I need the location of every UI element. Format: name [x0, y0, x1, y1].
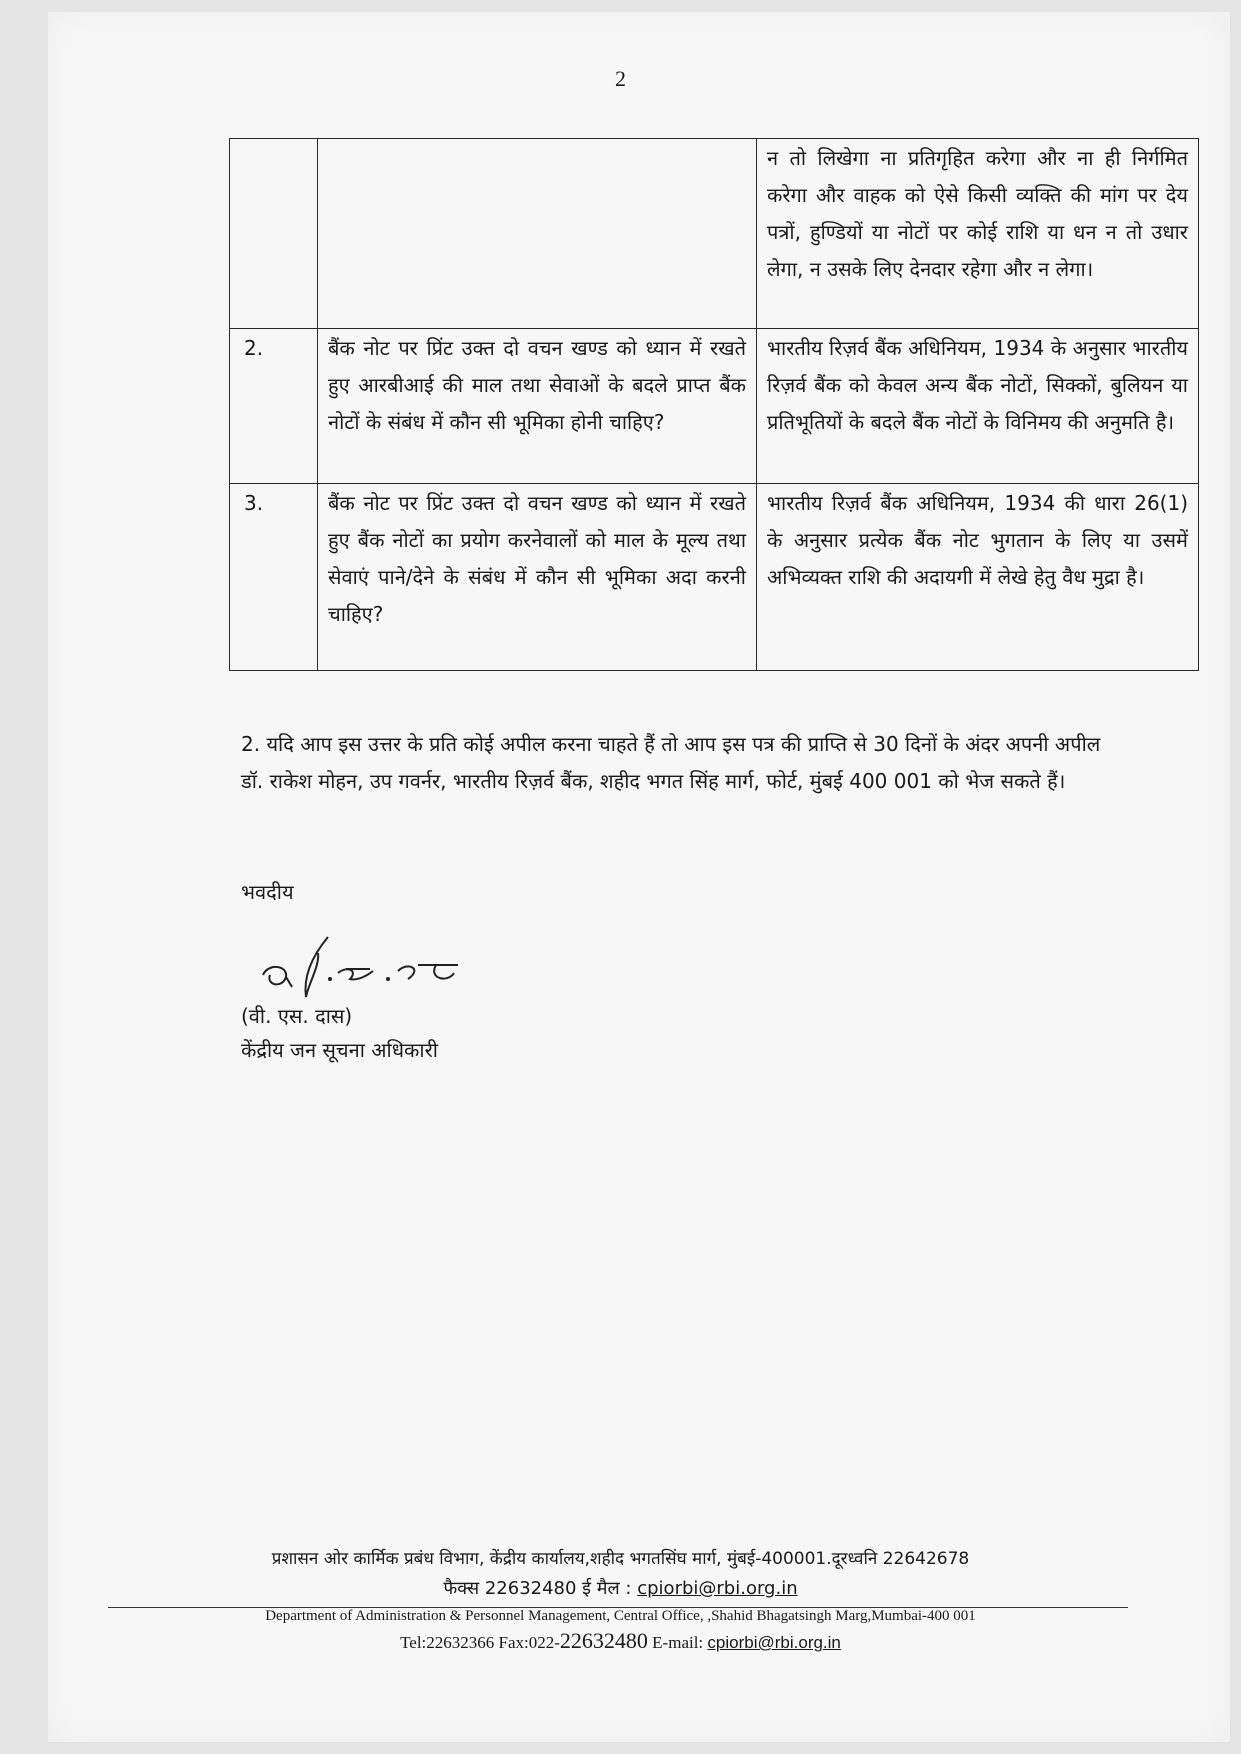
footer-hindi-address: प्रशासन ओर कार्मिक प्रबंध विभाग, केंद्रीय कार्यालय,शहीद भगतसिंघ मार्ग, मुंबई-400001.दूरध्वनि 22642678: [271, 1549, 970, 1569]
signatory-designation: केंद्रीय जन सूचना अधिकारी: [241, 1038, 438, 1062]
answer-cell: भारतीय रिज़र्व बैंक अधिनियम, 1934 की धारा 26(1) के अनुसार प्रत्येक बैंक नोट भुगतान के लिए या उसमें अभिव्यक्त राशि की अदायगी में लेखे हेतु वैध मुद्रा है।: [757, 484, 1199, 671]
answer-cell: भारतीय रिज़र्व बैंक अधिनियम, 1934 के अनुसार भारतीय रिज़र्व बैंक को केवल अन्य बैंक नोटों, सिक्कों, बुलियन या प्रतिभूतियों के बदले बैंक नोटों के विनिमय की अनुमति है।: [757, 329, 1199, 484]
footer-hindi-fax: फैक्स 22632480 ई मैल :: [443, 1578, 632, 1599]
serial-cell: [230, 139, 318, 329]
table-row: [230, 139, 1199, 329]
question-cell: [318, 139, 757, 329]
serial-cell: 3.: [230, 484, 318, 671]
salutation: भवदीय: [241, 880, 294, 904]
qa-table: [229, 138, 1199, 671]
signature-image: [258, 935, 508, 1005]
footer-email-link[interactable]: cpiorbi@rbi.org.in: [707, 1633, 841, 1652]
page-number: 2: [615, 66, 626, 91]
footer-english-address: Department of Administration & Personnel Management, Central Office, ,Shahid Bhagatsingh Marg,Mumbai-400 001: [265, 1608, 976, 1624]
footer-email-label: E-mail:: [652, 1633, 704, 1652]
table-row: [230, 329, 1199, 484]
footer-hindi-contact: [0, 1576, 1241, 1600]
question-cell: बैंक नोट पर प्रिंट उक्त दो वचन खण्ड को ध्यान में रखते हुए आरबीआई की माल तथा सेवाओं के बदले प्राप्त बैंक नोटों के संबंध में कौन सी भूमिका होनी चाहिए?: [318, 329, 757, 484]
question-cell: बैंक नोट पर प्रिंट उक्त दो वचन खण्ड को ध्यान में रखते हुए बैंक नोटों का प्रयोग करनेवालों को माल के मूल्य तथा सेवाएं पाने/देने के संबंध में कौन सी भूमिका अदा करनी चाहिए?: [318, 484, 757, 671]
footer-fax-number: 22632480: [559, 1628, 648, 1653]
serial-cell: 2.: [230, 329, 318, 484]
answer-cell: न तो लिखेगा ना प्रतिगृहित करेगा और ना ही निर्गमित करेगा और वाहक को ऐसे किसी व्यक्ति की मांग पर देय पत्रों, हुण्डियों या नोटों पर कोई राशि या धन न तो उधार लेगा, न उसके लिए देनदार रहेगा और न लेगा।: [757, 139, 1199, 329]
signatory-name: (वी. एस. दास): [241, 1004, 353, 1028]
footer-hindi-email-link[interactable]: cpiorbi@rbi.org.in: [637, 1578, 798, 1599]
table-row: [230, 484, 1199, 671]
appeal-paragraph: 2. यदि आप इस उत्तर के प्रति कोई अपील करना चाहते हैं तो आप इस पत्र की प्राप्ति से 30 दिनों के अंदर अपनी अपील डॉ. राकेश मोहन, उप गवर्नर, भारतीय रिज़र्व बैंक, शहीद भगत सिंह मार्ग, फोर्ट, मुंबई 400 001 को भेज सकते हैं।: [241, 732, 1101, 793]
footer-tel: Tel:22632366 Fax:022-: [400, 1633, 560, 1652]
footer-english-contact: [0, 1628, 1241, 1654]
